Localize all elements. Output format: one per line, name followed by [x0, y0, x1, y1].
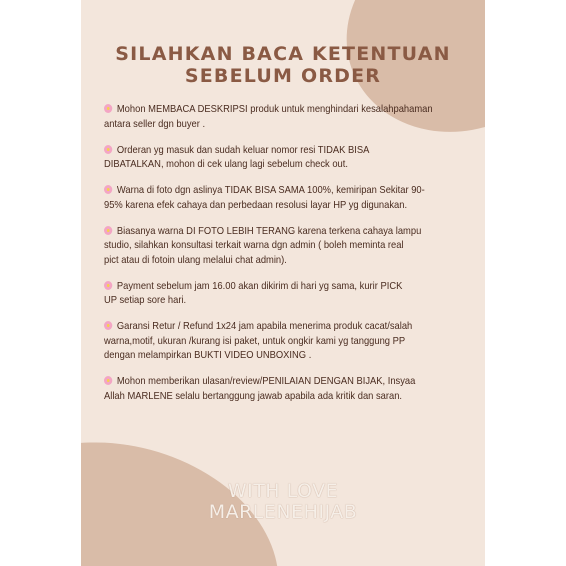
rule-line: UP setiap sore hari. — [104, 295, 187, 306]
rule-line: Warna di foto dgn aslinya TIDAK BISA SAMA 100%, kemiripan Sekitar 90- — [116, 185, 425, 196]
signature-line-2: MARLENEHIJAB — [208, 501, 358, 523]
rule-item — [104, 280, 476, 309]
flower-icon — [104, 376, 112, 385]
rule-item — [104, 103, 476, 132]
info-card — [81, 0, 485, 566]
rule-line: antara seller dgn buyer . — [104, 118, 206, 130]
rule-item — [104, 225, 476, 269]
flower-icon — [104, 281, 112, 290]
rule-line: Orderan yg masuk dan sudah keluar nomor resi TIDAK BISA — [116, 144, 370, 156]
rule-line: Allah MARLENE selalu bertanggung jawab apabila ada kritik dan saran. — [104, 390, 403, 402]
flower-icon — [104, 145, 112, 154]
rule-line: dengan melampirkan BUKTI VIDEO UNBOXING . — [104, 350, 312, 361]
flower-icon — [104, 185, 112, 194]
rule-line: studio, silahkan konsultasi terkait warna dgn admin ( boleh meminta real — [104, 240, 404, 251]
rule-line: pict atau di fotoin ulang melalui chat admin). — [104, 254, 287, 266]
rule-item — [104, 144, 476, 173]
rule-line: Mohon memberikan ulasan/review/PENILAIAN DENGAN BIJAK, Insyaa — [116, 376, 416, 387]
rule-line: Biasanya warna DI FOTO LEBIH TERANG karena terkena cahaya lampu — [116, 225, 422, 237]
rule-line: Garansi Retur / Refund 1x24 jam apabila menerima produk cacat/salah — [116, 321, 413, 332]
rule-line: DIBATALKAN, mohon di cek ulang lagi sebelum check out. — [104, 159, 348, 170]
flower-icon — [104, 321, 112, 330]
signature-line-1: WITH LOVE — [227, 480, 339, 502]
rules-list — [104, 103, 476, 416]
rule-line: 95% karena efek cahaya dan perbedaan resolusi layar HP yg digunakan. — [104, 199, 408, 211]
rule-item — [104, 375, 476, 404]
page-title-line-2: SEBELUM ORDER — [184, 65, 382, 87]
rule-item — [104, 184, 476, 213]
flower-icon — [104, 104, 112, 113]
rule-line: Payment sebelum jam 16.00 akan dikirim di hari yg sama, kurir PICK — [116, 280, 403, 292]
flower-icon — [104, 226, 112, 235]
rule-line: Mohon MEMBACA DESKRIPSI produk untuk menghindari kesalahpahaman — [116, 104, 433, 115]
rule-item — [104, 320, 476, 364]
rule-line: warna,motif, ukuran /kurang isi paket, untuk ongkir kami yg tanggung PP — [104, 335, 406, 347]
page-title-line-1: SILAHKAN BACA KETENTUAN — [115, 43, 451, 65]
